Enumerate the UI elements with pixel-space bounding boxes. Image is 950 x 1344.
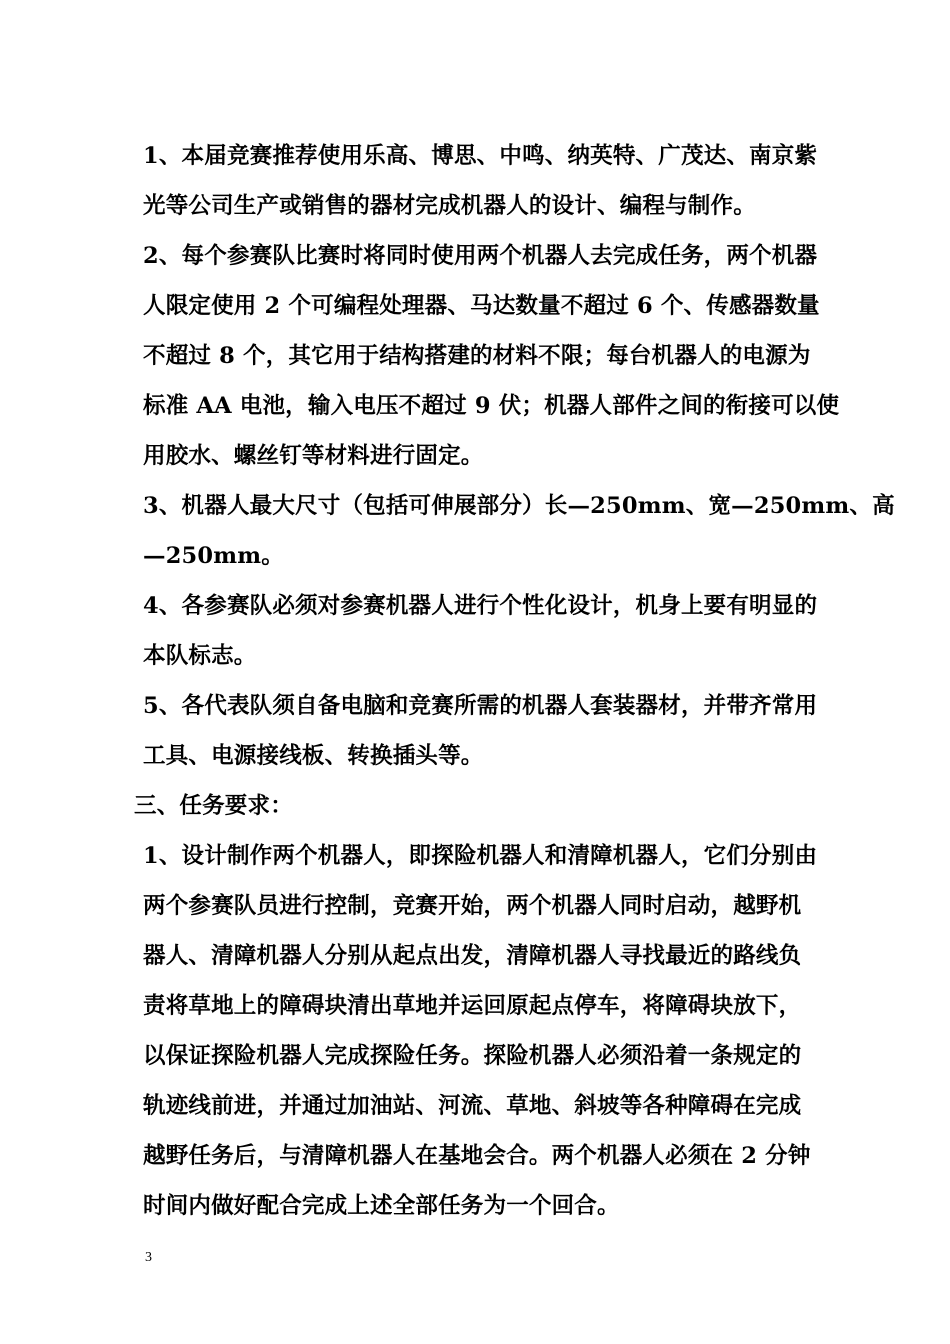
- text-line-16: 两个参赛队员进行控制，竞赛开始，两个机器人同时启动，越野机: [143, 893, 802, 919]
- text-line-17: 器人、清障机器人分别从起点出发，清障机器人寻找最近的路线负: [143, 943, 802, 969]
- text-line-1: 1、本届竞赛推荐使用乐高、博思、中鸣、纳英特、广茂达、南京紫: [143, 143, 818, 169]
- text-line-15: 1、设计制作两个机器人，即探险机器人和清障机器人，它们分别由: [143, 843, 818, 869]
- text-line-2: 光等公司生产或销售的器材完成机器人的设计、编程与制作。: [143, 193, 756, 219]
- text-line-9: —250mm。: [143, 543, 284, 569]
- text-line-21: 越野任务后，与清障机器人在基地会合。两个机器人必须在 2 分钟: [143, 1143, 811, 1169]
- text-line-6: 标准 AA 电池，输入电压不超过 9 伏；机器人部件之间的衔接可以使: [143, 393, 840, 419]
- text-line-12: 5、各代表队须自备电脑和竞赛所需的机器人套装器材，并带齐常用: [143, 693, 818, 719]
- text-line-10: 4、各参赛队必须对参赛机器人进行个性化设计，机身上要有明显的: [143, 593, 818, 619]
- text-line-20: 轨迹线前进，并通过加油站、河流、草地、斜坡等各种障碍在完成: [143, 1093, 802, 1119]
- section-heading: 三、任务要求：: [134, 793, 293, 819]
- text-line-18: 责将草地上的障碍块清出草地并运回原起点停车，将障碍块放下，: [143, 993, 802, 1019]
- text-line-11: 本队标志。: [143, 643, 257, 669]
- page-number: 3: [145, 1250, 152, 1265]
- text-line-13: 工具、电源接线板、转换插头等。: [143, 743, 484, 769]
- text-line-19: 以保证探险机器人完成探险任务。探险机器人必须沿着一条规定的: [143, 1043, 802, 1069]
- text-line-4: 人限定使用 2 个可编程处理器、马达数量不超过 6 个、传感器数量: [143, 293, 820, 319]
- text-line-22: 时间内做好配合完成上述全部任务为一个回合。: [143, 1193, 620, 1219]
- text-line-3: 2、每个参赛队比赛时将同时使用两个机器人去完成任务，两个机器: [143, 243, 818, 269]
- text-line-8: 3、机器人最大尺寸（包括可伸展部分）长—250mm、宽—250mm、高: [143, 493, 895, 519]
- text-line-5: 不超过 8 个，其它用于结构搭建的材料不限；每台机器人的电源为: [143, 343, 811, 369]
- text-line-7: 用胶水、螺丝钉等材料进行固定。: [143, 443, 484, 469]
